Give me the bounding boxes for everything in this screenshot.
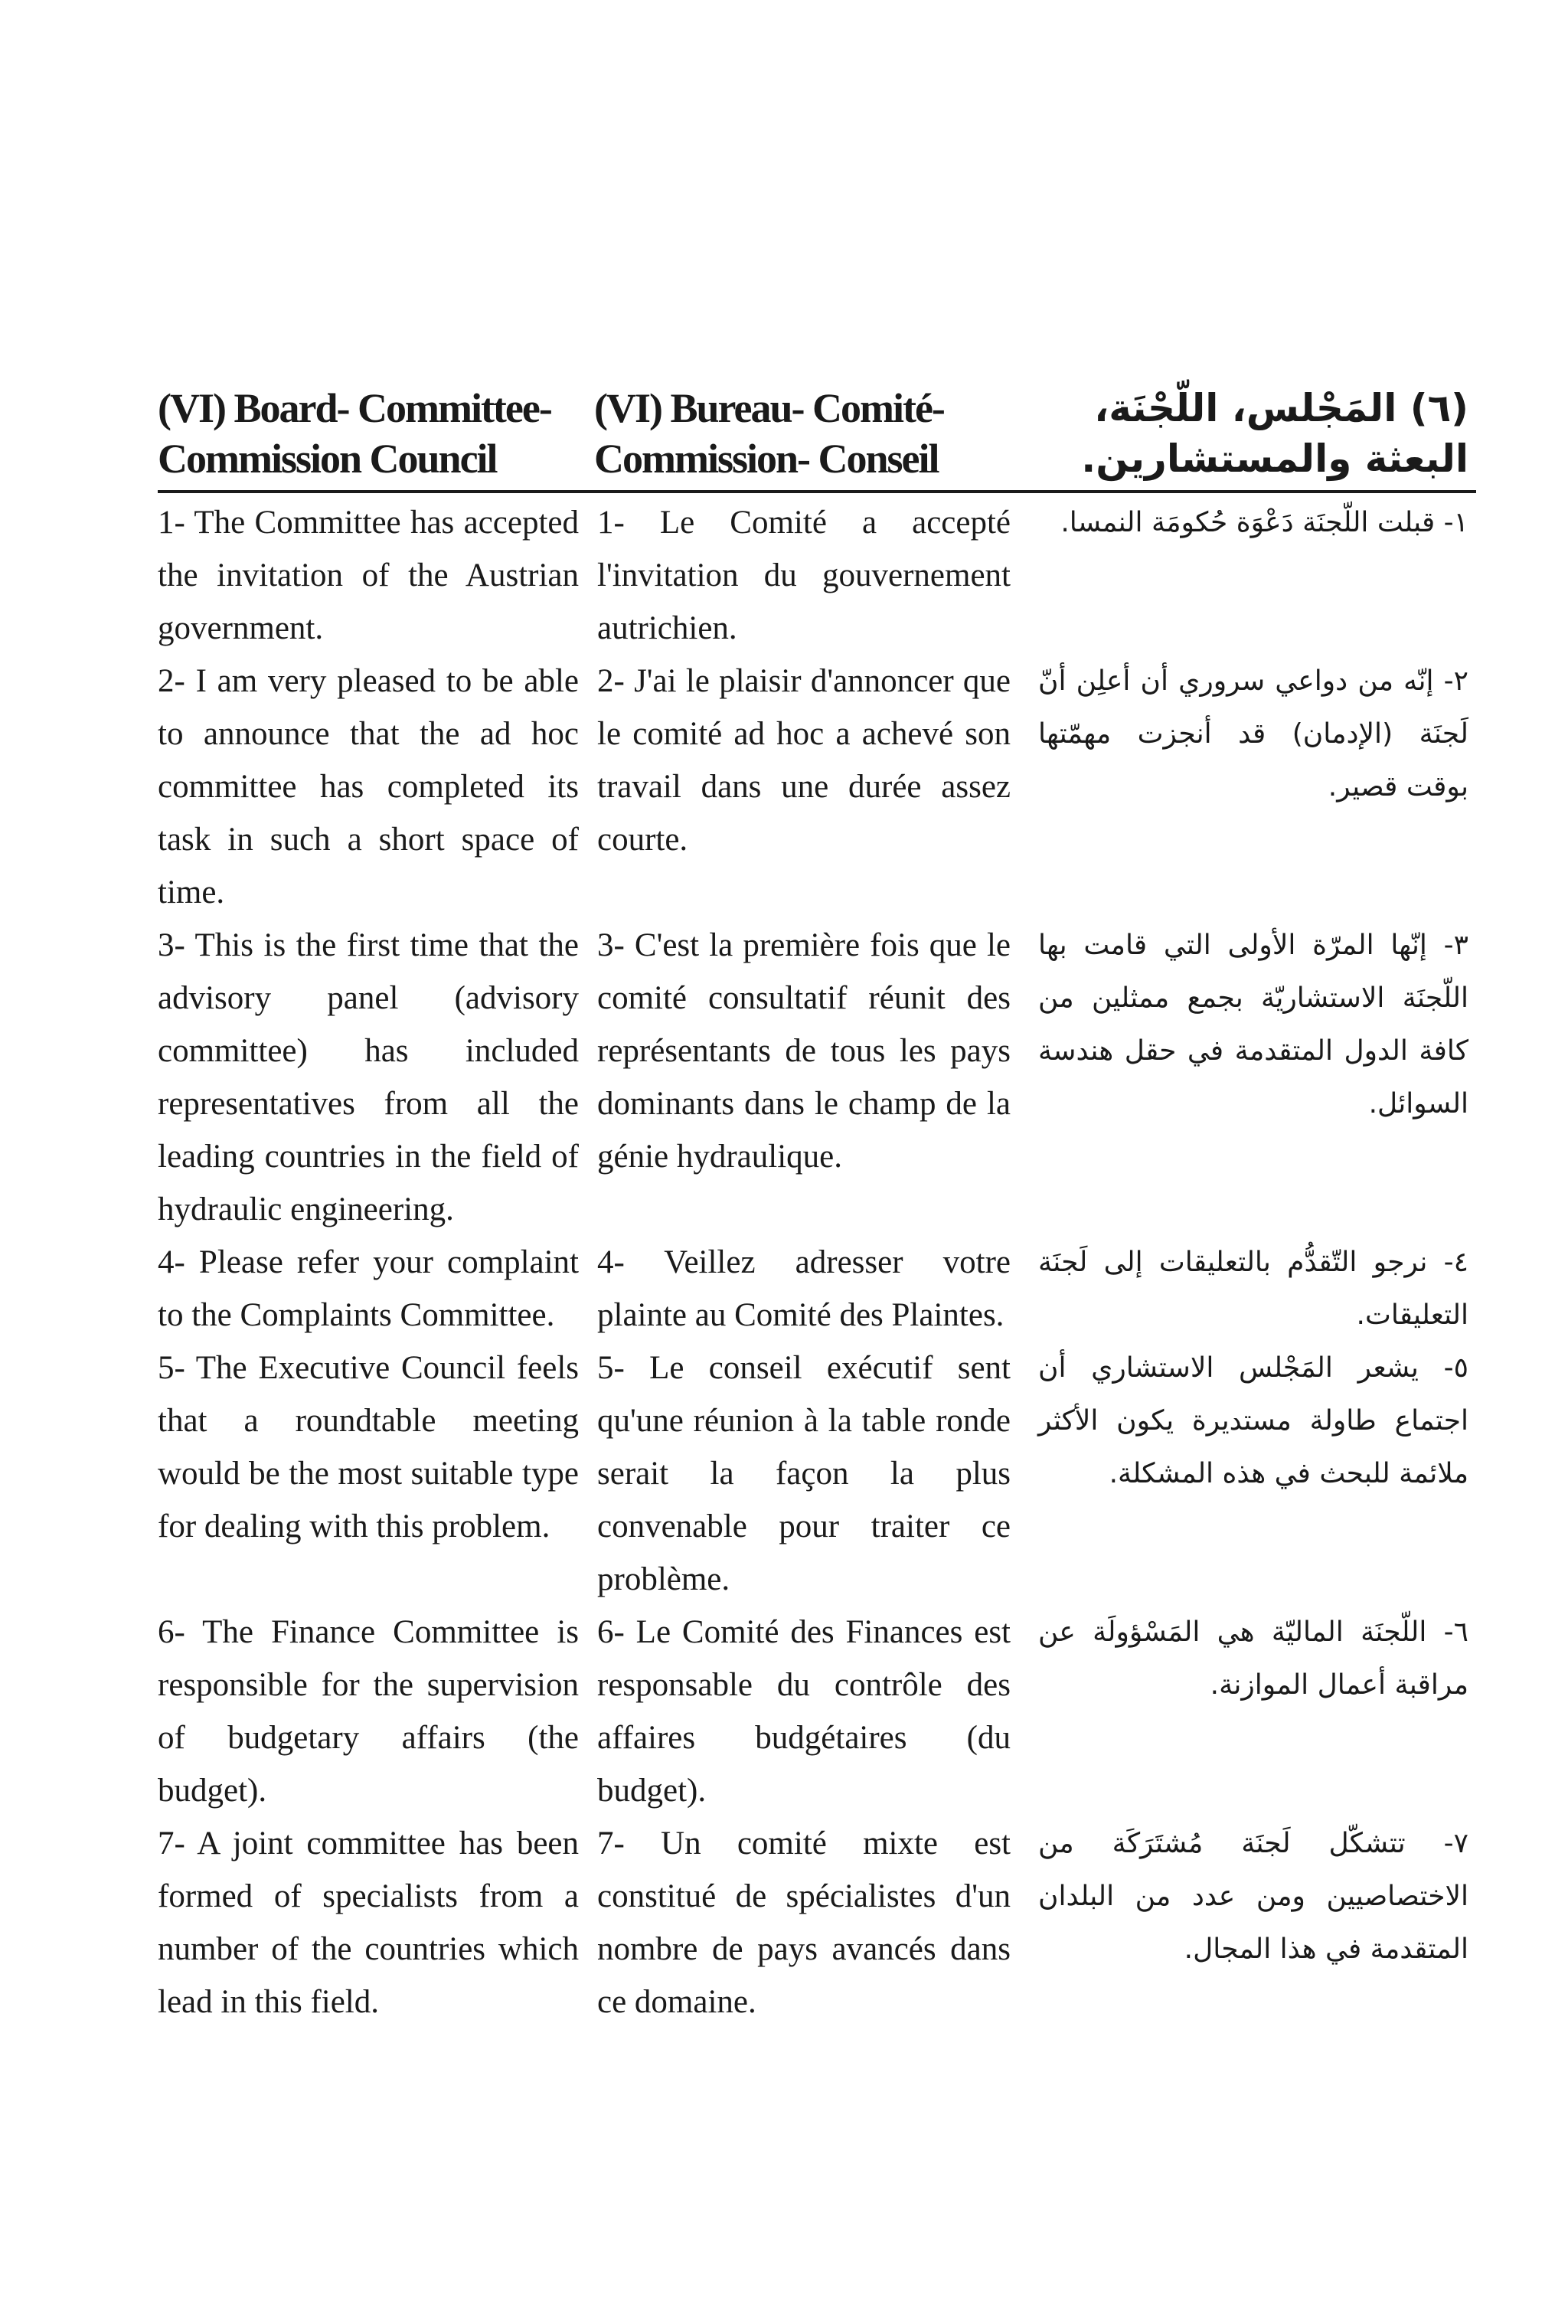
- entry-french: 7- Un comité mixte est constitué de spécialistes d'un nombre de pays avancés dans ce domaine.: [597, 1826, 1011, 2020]
- entry-row: [158, 1342, 1476, 1606]
- entry-arabic: ٣- إنّها المرّة الأولى التي قامت بها اللّجنَة الاستشاريّة بجمع ممثلين من كافة الدول المتقدمة في حقل هندسة السوائل.: [1038, 930, 1468, 1120]
- entry-rows: [158, 496, 1476, 2028]
- entry-arabic: ٢- إنّه من دواعي سروري أن أعلِن أنّ لَجنَة (الإدمان) قد أنجزت مهمّتها بوقت قصير.: [1038, 665, 1468, 802]
- entry-english: 7- A joint committee has been formed of specialists from a number of the countries which lead in this field.: [158, 1826, 579, 2020]
- entry-english: 1- The Committee has accepted the invitation of the Austrian government.: [158, 505, 579, 646]
- entry-arabic: ٥- يشعر المَجْلس الاستشاري أن اجتماع طاولة مستديرة يكون الأكثر ملائمة للبحث في هذه المشكلة.: [1038, 1352, 1468, 1489]
- header-english-line-1: (VI) Board- Committee-: [158, 385, 551, 431]
- entry-arabic: ١- قبلت اللّجنَة دَعْوَة حُكومَة النمسا.: [1060, 507, 1468, 538]
- header-arabic: [1034, 383, 1476, 484]
- entry-french: 2- J'ai le plaisir d'annoncer que le comité ad hoc a achevé son travail dans une durée assez courte.: [597, 663, 1011, 858]
- entry-english: 3- This is the first time that the advisory panel (advisory committee) has included representatives from all the leading countries in the field of hydraulic engineering.: [158, 927, 579, 1227]
- entry-english: 5- The Executive Council feels that a roundtable meeting would be the most suitable type for dealing with this problem.: [158, 1350, 579, 1544]
- entry-english: 6- The Finance Committee is responsible for the supervision of budgetary affairs (the budget).: [158, 1614, 579, 1809]
- header-french: [588, 383, 1034, 484]
- entry-french: 6- Le Comité des Finances est responsable du contrôle des affaires budgétaires (du budget).: [597, 1614, 1011, 1809]
- entry-french: 1- Le Comité a accepté l'invitation du gouvernement autrichien.: [597, 505, 1011, 646]
- header-arabic-line-1: (٦) المَجْلس، اللّجْنَة،: [1094, 386, 1468, 430]
- entry-french: 5- Le conseil exécutif sent qu'une réunion à la table ronde serait la façon la plus convenable pour traiter ce problème.: [597, 1350, 1011, 1597]
- entry-row: [158, 1236, 1476, 1342]
- header-french-line-1: (VI) Bureau- Comité-: [594, 385, 944, 431]
- entry-french: 4- Veillez adresser votre plainte au Comité des Plaintes.: [597, 1244, 1011, 1333]
- entry-arabic: ٤- نرجو التّقدُّم بالتعليقات إلى لَجنَة التعليقات.: [1038, 1247, 1468, 1331]
- entry-row: [158, 655, 1476, 919]
- entry-row: [158, 1817, 1476, 2028]
- header-english: [158, 383, 588, 484]
- header-arabic-line-2: البعثة والمستشارين.: [1081, 436, 1468, 481]
- entry-english: 2- I am very pleased to be able to announce that the ad hoc committee has completed its task in such a short space of time.: [158, 663, 579, 910]
- glossary-page: [158, 383, 1476, 2028]
- column-headers: [158, 383, 1476, 493]
- entry-row: [158, 919, 1476, 1236]
- header-french-line-2: Commission- Conseil: [594, 436, 939, 482]
- entry-english: 4- Please refer your complaint to the Complaints Committee.: [158, 1244, 579, 1333]
- entry-arabic: ٧- تتشكّل لَجنَة مُشتَرَكَة من الاختصاصيين ومن عدد من البلدان المتقدمة في هذا المجال.: [1038, 1828, 1468, 1965]
- entry-row: [158, 1606, 1476, 1817]
- entry-french: 3- C'est la première fois que le comité consultatif réunit des représentants de tous les pays dominants dans le champ de la génie hydraulique.: [597, 927, 1011, 1175]
- entry-row: [158, 496, 1476, 655]
- entry-arabic: ٦- اللّجنَة الماليّة هي المَسْؤولَة عن مراقبة أعمال الموازنة.: [1038, 1616, 1468, 1701]
- header-english-line-2: Commission Council: [158, 436, 497, 482]
